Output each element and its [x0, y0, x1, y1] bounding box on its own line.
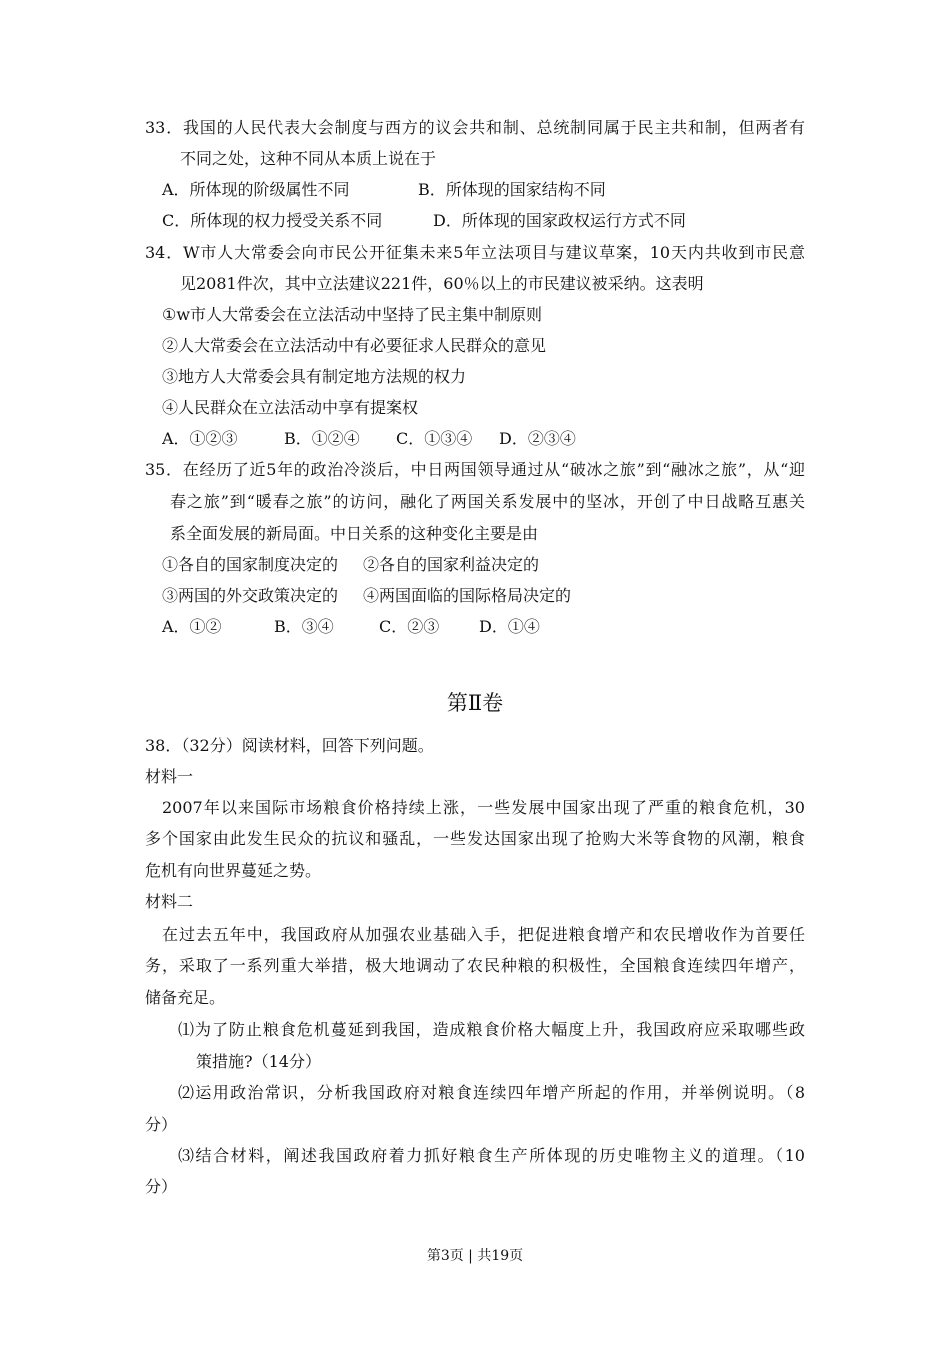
statement: ③地方人大常委会具有制定地方法规的权力: [162, 367, 467, 386]
sub-question-3: 分）: [145, 1177, 178, 1196]
option-c: C．①③④: [396, 429, 473, 448]
material-text: 多个国家由此发生民众的抗议和骚乱，一些发达国家出现了抢购大米等食物的风潮，粮食: [145, 829, 805, 848]
question-text: 35．在经历了近5年的政治冷淡后，中日两国领导通过从“破冰之旅”到“融冰之旅”，从“迎: [145, 460, 805, 479]
question-text: 系全面发展的新局面。中日关系的这种变化主要是由: [170, 524, 539, 543]
option-d: D．②③④: [499, 429, 576, 448]
question-text: 见2081件次，其中立法建议221件，60％以上的市民建议被采纳。这表明: [180, 274, 704, 293]
question-intro: 38．（32分）阅读材料，回答下列问题。: [145, 736, 434, 755]
statement: ④两国面临的国际格局决定的: [363, 586, 572, 605]
section-title: 第Ⅱ卷: [446, 691, 504, 715]
sub-question-1: ⑴为了防止粮食危机蔓延到我国，造成粮食价格大幅度上升，我国政府应采取哪些政: [178, 1020, 805, 1039]
question-text: 33．我国的人民代表大会制度与西方的议会共和制、总统制同属于民主共和制，但两者有: [145, 118, 805, 137]
page-footer: 第3页 | 共19页: [426, 1248, 524, 1264]
question-text: 34．W市人大常委会向市民公开征集未来5年立法项目与建议草案，10天内共收到市民意: [145, 243, 805, 262]
statement: ③两国的外交政策决定的: [162, 586, 339, 605]
sub-question-2: 分）: [145, 1115, 178, 1134]
option-c: C．所体现的权力授受关系不同: [162, 211, 383, 230]
material-text: 在过去五年中，我国政府从加强农业基础入手，把促进粮食增产和农民增收作为首要任: [162, 925, 805, 944]
option-b: B．①②④: [284, 429, 360, 448]
option-a: A．①②: [162, 617, 222, 636]
material-text: 2007年以来国际市场粮食价格持续上涨，一些发展中国家出现了严重的粮食危机，30: [162, 798, 805, 817]
statement: ①各自的国家制度决定的: [162, 555, 339, 574]
statement: ④人民群众在立法活动中享有提案权: [162, 398, 419, 417]
material-label: 材料二: [145, 892, 194, 911]
statement: ①w市人大常委会在立法活动中坚持了民主集中制原则: [162, 305, 543, 324]
option-b: B．③④: [274, 617, 334, 636]
material-text: 务，采取了一系列重大举措，极大地调动了农民种粮的积极性，全国粮食连续四年增产，: [145, 956, 805, 975]
option-b: B．所体现的国家结构不同: [418, 180, 606, 199]
material-label: 材料一: [145, 767, 194, 786]
statement: ②人大常委会在立法活动中有必要征求人民群众的意见: [162, 336, 547, 355]
option-a: A．所体现的阶级属性不同: [162, 180, 350, 199]
statement: ②各自的国家利益决定的: [363, 555, 540, 574]
sub-question-2: ⑵运用政治常识，分析我国政府对粮食连续四年增产所起的作用，并举例说明。（8: [178, 1083, 805, 1102]
question-text: 春之旅”到“暖春之旅”的访问，融化了两国关系发展中的坚冰，开创了中日战略互惠关: [170, 492, 805, 511]
material-text: 储备充足。: [145, 988, 226, 1007]
option-c: C．②③: [379, 617, 440, 636]
option-a: A．①②③: [162, 429, 238, 448]
sub-question-3: ⑶结合材料，阐述我国政府着力抓好粮食生产所体现的历史唯物主义的道理。（10: [178, 1146, 805, 1165]
option-d: D．所体现的国家政权运行方式不同: [433, 211, 686, 230]
option-d: D．①④: [479, 617, 540, 636]
question-text: 不同之处，这种不同从本质上说在于: [180, 149, 437, 168]
material-text: 危机有向世界蔓延之势。: [145, 861, 322, 880]
sub-question-1: 策措施?（14分）: [196, 1052, 321, 1071]
